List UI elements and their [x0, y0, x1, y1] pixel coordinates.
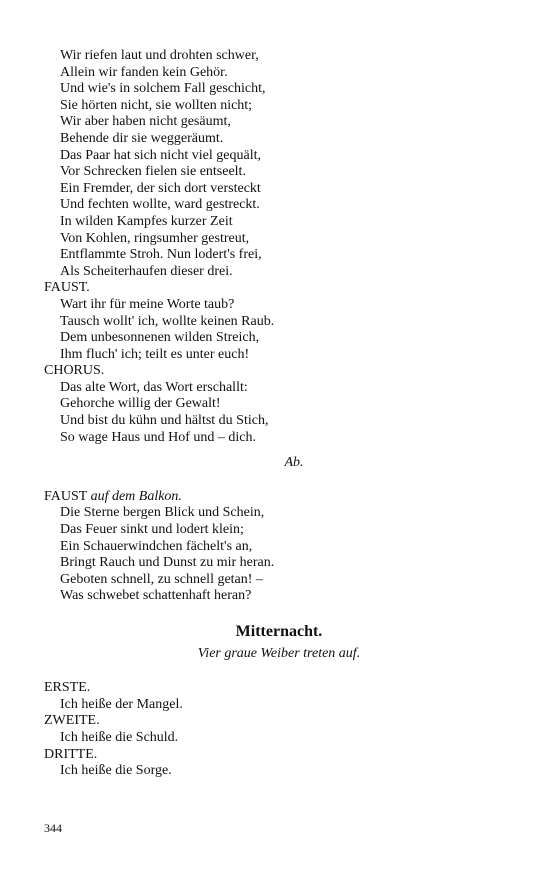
verse-line: Ich heiße der Mangel. — [60, 696, 183, 712]
verse-line: Und bist du kühn und hältst du Stich, — [60, 413, 269, 429]
verse-line: Von Kohlen, ringsumher gestreut, — [60, 230, 250, 246]
verse-block-chorus-report — [44, 48, 514, 280]
speech-faust-balcony — [44, 489, 514, 605]
verse-line: In wilden Kampfes kurzer Zeit — [60, 213, 233, 229]
verse-line: Das Feuer sinkt und lodert klein; — [60, 522, 244, 538]
speech-dritte — [44, 747, 514, 780]
verse-line: Wart ihr für meine Worte taub? — [60, 296, 235, 312]
verse-line: Geboten schnell, zu schnell getan! – — [60, 571, 263, 587]
verse-line: Sie hörten nicht, sie wollten nicht; — [60, 97, 253, 113]
speaker-name: ZWEITE. — [44, 713, 100, 729]
page-body — [44, 48, 514, 780]
verse-line: Vor Schrecken fielen sie entseelt. — [60, 164, 246, 180]
verse-line: Ihm fluch' ich; teilt es unter euch! — [60, 346, 250, 362]
verse-line: Bringt Rauch und Dunst zu mir heran. — [60, 555, 275, 571]
page-number: 344 — [44, 821, 62, 835]
verse-line: Behende dir sie weggeräumt. — [60, 130, 224, 146]
verse-line: Ich heiße die Sorge. — [60, 763, 172, 779]
verse-line: Das alte Wort, das Wort erschallt: — [60, 379, 248, 395]
verse-line: Wir riefen laut und drohten schwer, — [60, 48, 259, 63]
stage-direction: Ab. — [284, 455, 304, 471]
speaker-name: FAUST. — [44, 280, 90, 296]
verse-line: Tausch wollt' ich, wollte keinen Raub. — [60, 313, 275, 329]
verse-line: Allein wir fanden kein Gehör. — [60, 64, 228, 80]
scene-direction: Vier graue Weiber treten auf. — [197, 645, 361, 661]
verse-line: Gehorche willig der Gewalt! — [60, 396, 221, 412]
verse-line: Entflammte Stroh. Nun lodert's frei, — [60, 247, 262, 263]
verse-line: Was schwebet schattenhaft heran? — [60, 588, 252, 604]
verse-line: Ein Fremder, der sich dort versteckt — [60, 180, 261, 196]
speech-chorus — [44, 363, 514, 472]
speaker-name: ERSTE. — [44, 680, 91, 696]
speech-erste — [44, 680, 514, 713]
verse-line: Ein Schauerwindchen fächelt's an, — [60, 538, 253, 554]
verse-line: Ich heiße die Schuld. — [60, 729, 179, 745]
speech-zweite — [44, 713, 514, 746]
speaker-heading — [44, 489, 514, 506]
speech-faust — [44, 280, 514, 363]
speaker-name: FAUST — [44, 488, 88, 504]
verse-line: Dem unbesonnenen wilden Streich, — [60, 330, 260, 346]
scene-title: Mitternacht. — [235, 623, 323, 640]
verse-line: Wir aber haben nicht gesäumt, — [60, 114, 231, 130]
stage-direction-inline: auf dem Balkon. — [90, 488, 182, 504]
speaker-name: DRITTE. — [44, 746, 98, 762]
verse-line: Das Paar hat sich nicht viel gequält, — [60, 147, 261, 163]
verse-line: Die Sterne bergen Blick und Schein, — [60, 505, 265, 521]
verse-line: Und wie's in solchem Fall geschicht, — [60, 81, 266, 97]
speaker-name: CHORUS. — [44, 363, 105, 379]
verse-line: Und fechten wollte, ward gestreckt. — [60, 197, 260, 213]
verse-line: So wage Haus und Hof und – dich. — [60, 429, 256, 445]
verse-line: Als Scheiterhaufen dieser drei. — [60, 263, 233, 279]
